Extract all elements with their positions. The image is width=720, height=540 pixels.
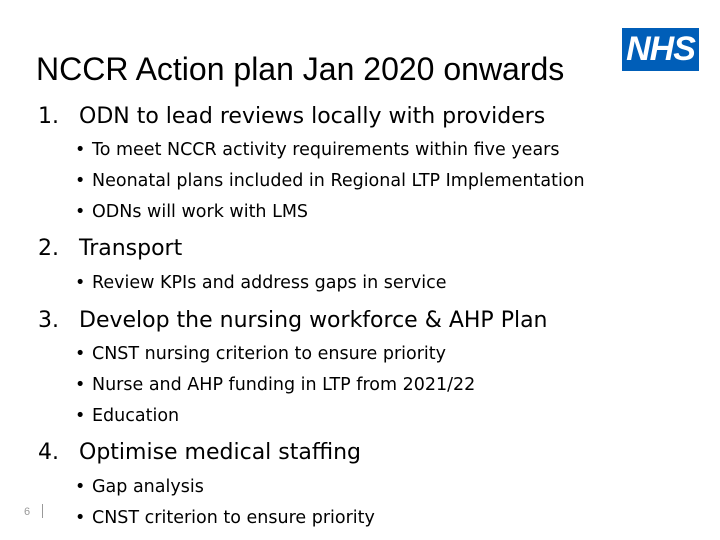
section-heading <box>38 306 548 336</box>
list-item <box>75 169 585 193</box>
bullet-icon: • <box>75 273 86 293</box>
bullet-icon: • <box>75 508 86 528</box>
bullet-icon: • <box>75 344 86 364</box>
list-item <box>75 342 446 366</box>
list-item <box>75 373 475 397</box>
bullet-icon: • <box>75 171 86 191</box>
list-item-text: Nurse and AHP funding in LTP from 2021/22 <box>92 375 476 395</box>
nhs-logo-text: NHS <box>626 30 695 68</box>
bullet-icon: • <box>75 406 86 426</box>
list-item <box>75 200 308 224</box>
list-item <box>75 138 559 162</box>
bullet-icon: • <box>75 202 86 222</box>
section-heading <box>38 234 182 264</box>
list-item-text: CNST criterion to ensure priority <box>92 508 375 528</box>
section-number: 4. <box>38 440 59 465</box>
nhs-logo <box>622 28 699 71</box>
list-item-text: Education <box>92 406 180 426</box>
section-title: Develop the nursing workforce & AHP Plan <box>79 308 548 333</box>
list-item-text: Neonatal plans included in Regional LTP Implementation <box>92 171 585 191</box>
list-item-text: To meet NCCR activity requirements within five years <box>92 140 560 160</box>
bullet-icon: • <box>75 375 86 395</box>
slide-title: NCCR Action plan Jan 2020 onwards <box>36 51 565 87</box>
list-item <box>75 404 179 428</box>
page-number: 6 <box>24 506 31 518</box>
list-item <box>75 271 447 295</box>
list-item-text: Review KPIs and address gaps in service <box>92 273 447 293</box>
section-title: ODN to lead reviews locally with providers <box>79 104 546 129</box>
bullet-icon: • <box>75 140 86 160</box>
section-title: Transport <box>79 236 183 261</box>
section-title: Optimise medical staffing <box>79 440 362 465</box>
section-number: 3. <box>38 308 59 333</box>
list-item-text: Gap analysis <box>92 477 204 497</box>
bullet-icon: • <box>75 477 86 497</box>
section-number: 2. <box>38 236 59 261</box>
list-item-text: CNST nursing criterion to ensure priority <box>92 344 446 364</box>
section-heading <box>38 102 545 132</box>
list-item <box>75 506 375 530</box>
section-number: 1. <box>38 104 59 129</box>
footer-divider <box>42 504 43 518</box>
list-item-text: ODNs will work with LMS <box>92 202 309 222</box>
section-heading <box>38 438 361 468</box>
list-item <box>75 475 204 499</box>
